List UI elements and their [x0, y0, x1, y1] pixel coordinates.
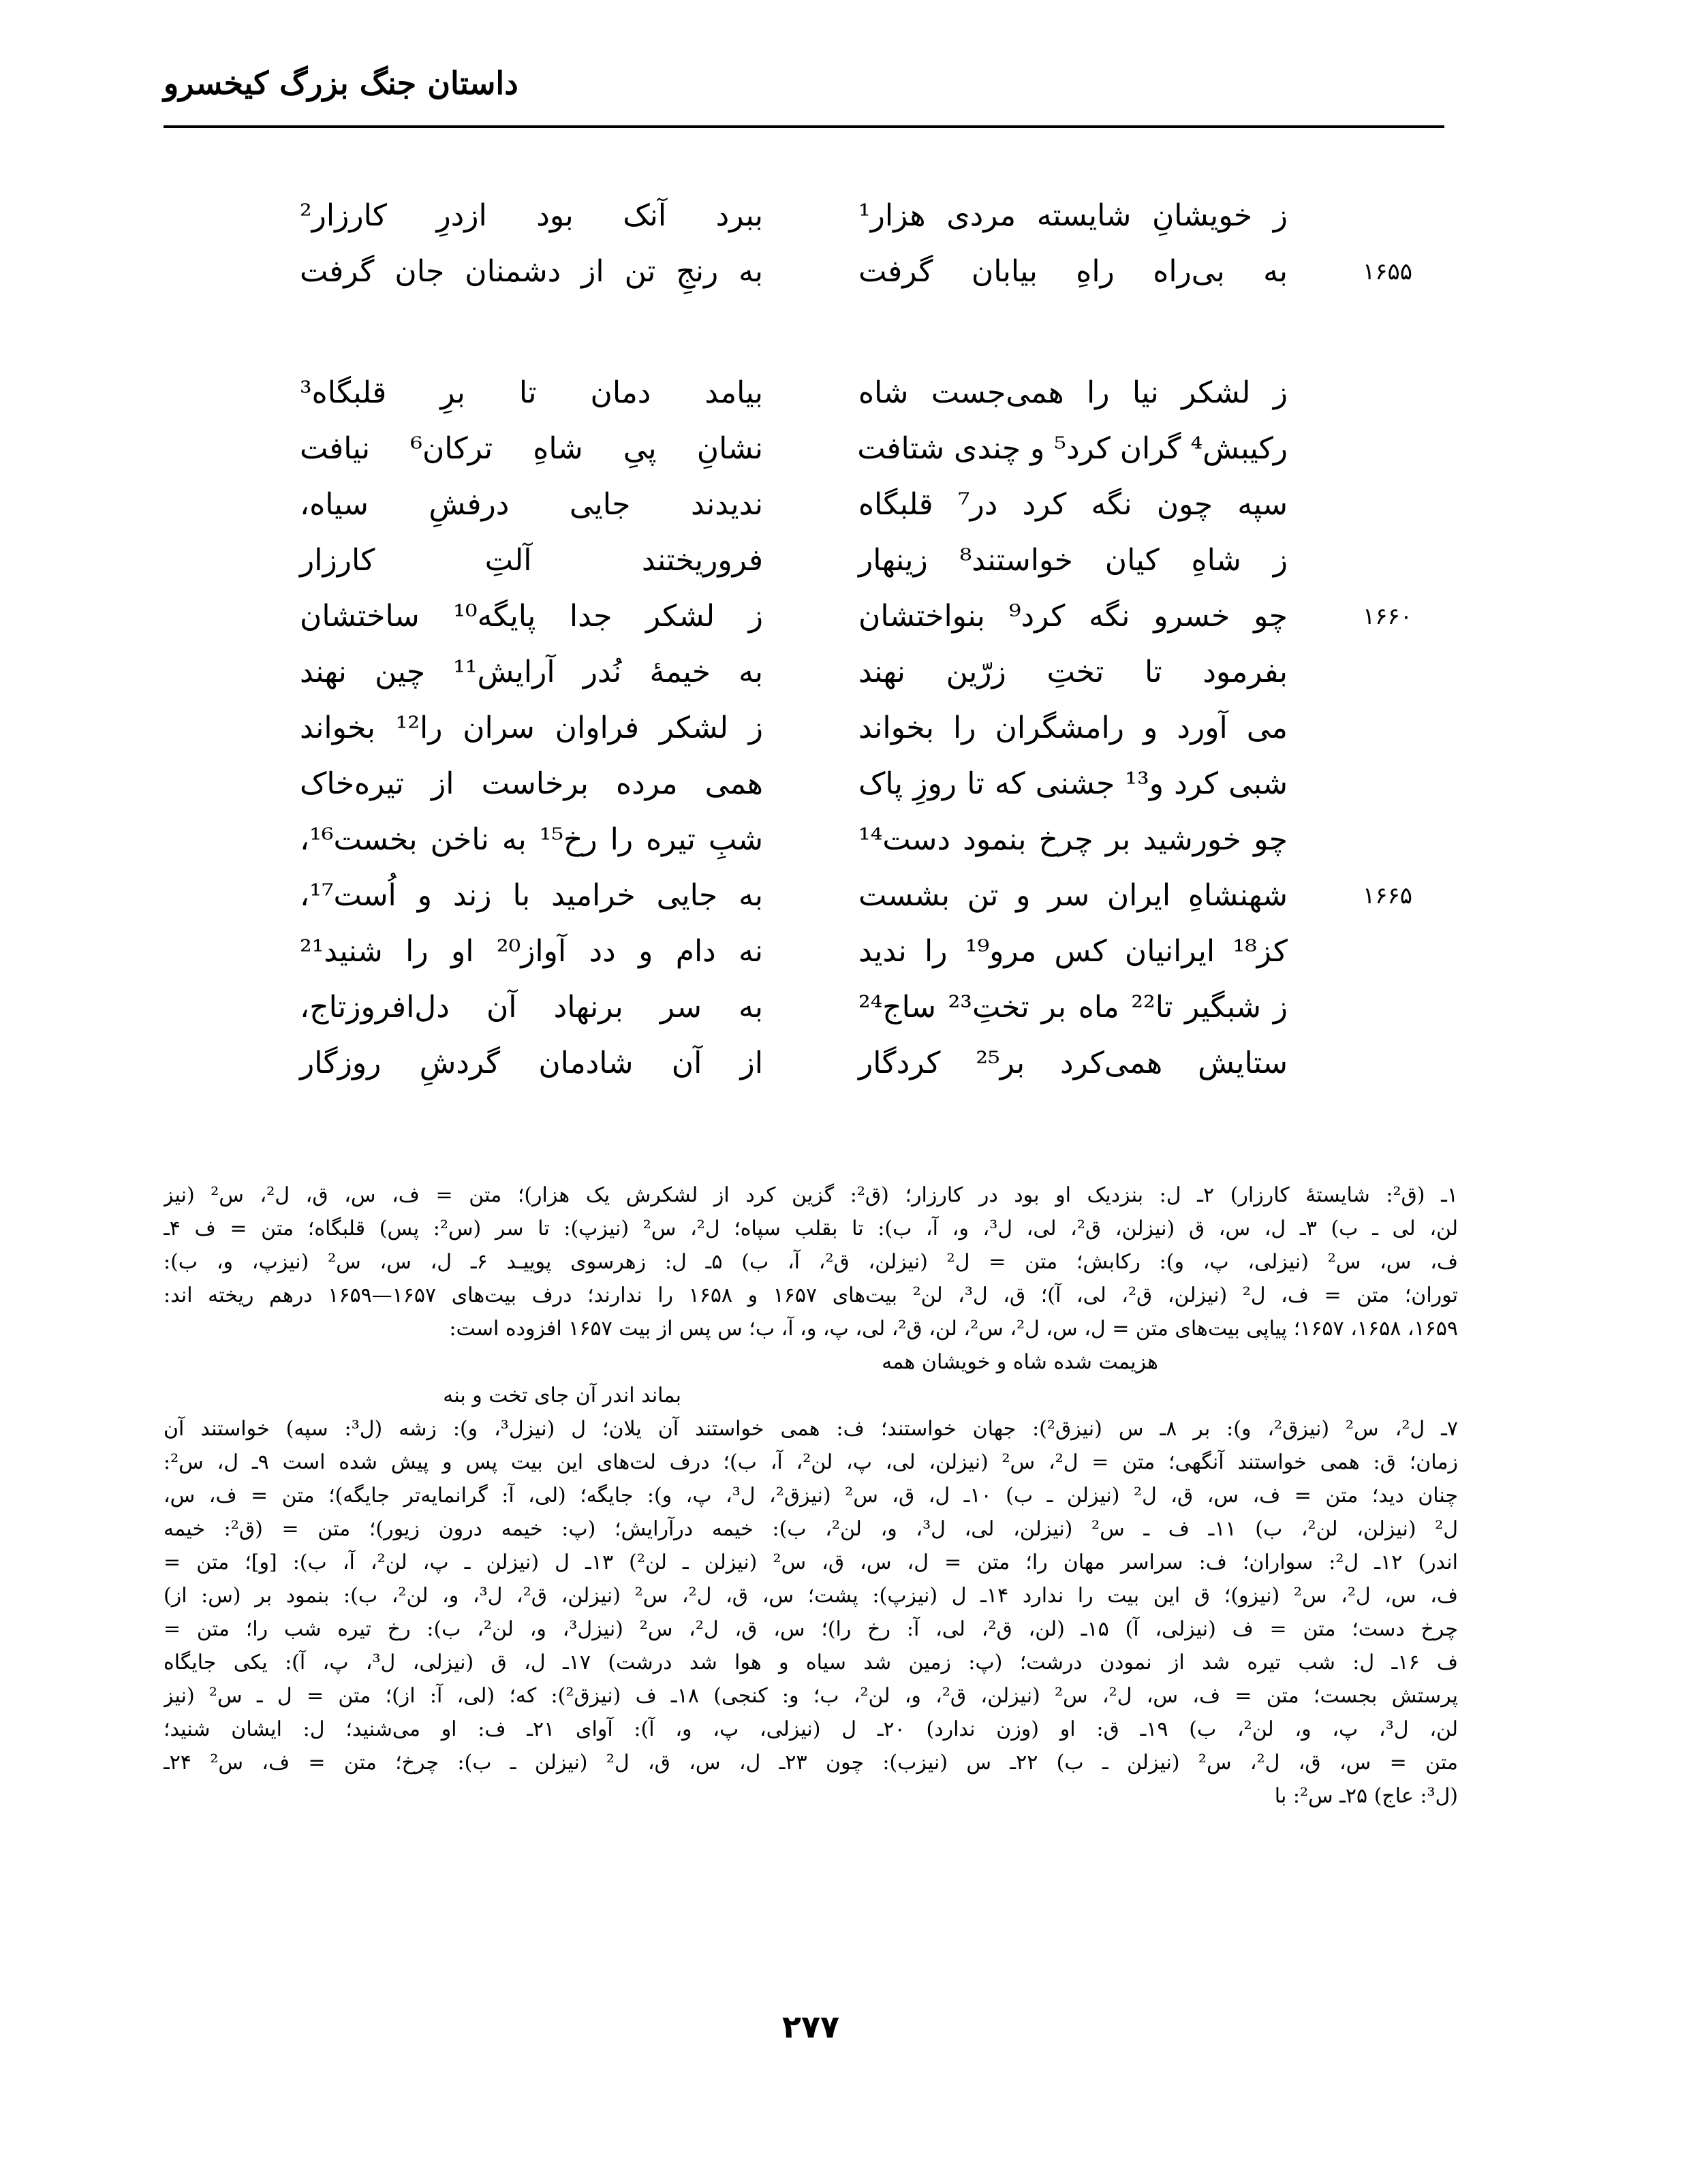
footnote-line: ۱ـ (ق²: شایستهٔ کارزار) ۲ـ ل: بنزدیک او بود در کارزار؛ (ق²: گزین کرد از لشکرش یک هزار)؛ متن = ف، س، ق، ل²، س² (نیز — [164, 1183, 1458, 1207]
footnote-line: ل² (نیزلن، لن²، ب) ۱۱ـ ف ـ س² (نیزلن، لی، ل³، و، لن²، ب): خیمه درآرایش؛ (پ: خیمه درون زیور)؛ متن = (ق²: خیمه — [164, 1517, 1458, 1541]
footnote-inserted-verse-second: بماند اندر آن جای تخت و بنه — [443, 1384, 681, 1407]
footnote-line: لن، لی ـ ب) ۳ـ ل، س، ق (نیزلن، ق²، لی، ل³، و، آ، ب): تا بقلب سپاه؛ ل²، س² (نیزپ): تا سر (س²: پس) قلبگاه؛ متن = ف ۴ـ — [164, 1217, 1458, 1241]
page-number: ۲۷۷ — [781, 2008, 840, 2045]
footnote-line: ف، س، س² (نیزلی، پ، و): رکابش؛ متن = ل² (نیزلن، ق²، آ، ب) ۵ـ ل: زهرسوی پوییـد ۶ـ ل، س، س² (نیزپ، و، ب): — [164, 1250, 1458, 1274]
hemistich-left: فروریختند آلتِ کارزار — [300, 543, 763, 578]
hemistich-left: به سر برنهاد آن دل‌افروزتاج، — [300, 990, 763, 1025]
hemistich-right: بفرمود تا تختِ زرّین نهند — [858, 655, 1288, 689]
hemistich-right: شبی کرد و¹³ جشنی که تا روزِ پاک — [858, 766, 1288, 801]
footnote-line: لن، ل³، پ، و، لن²، ب) ۱۹ـ ق: او (وزن ندارد) ۲۰ـ ل (نیزلی، پ، و، آ): آوای ۲۱ـ ف: او می‌شنید؛ ل: ایشان شنید؛ — [164, 1717, 1458, 1741]
verse-row — [286, 924, 1431, 980]
hemistich-right: ز خویشانِ شایسته مردی هزار¹ — [858, 198, 1288, 233]
verse-row — [286, 477, 1431, 533]
verse-row — [286, 365, 1431, 421]
line-number: ۱۶۶۵ — [1363, 882, 1413, 909]
hemistich-right: ز لشکر نیا را همی‌جست شاه — [858, 375, 1288, 410]
footnote-line: اندر) ۱۲ـ ل²: سواران؛ ف: سراسر مهان را؛ متن = ل، س، ق، س² (نیزلن ـ لن²) ۱۳ـ ل (نیزلن ـ پ، لن²، آ، ب): [و]؛ متن = — [164, 1550, 1458, 1574]
header-rule — [164, 125, 1444, 128]
hemistich-left: به خیمهٔ نُدر آرایش¹¹ چین نهند — [300, 655, 763, 689]
footnote-line: ف، س، ل²، س² (نیزو)؛ ق این بیت را ندارد ۱۴ـ ل (نیزپ): پشت؛ س، ق، ل²، س² (نیزلن، ق²، ل³، و، لن²، ب): بنمود بر (س: از) — [164, 1584, 1458, 1608]
verse-row — [286, 756, 1431, 812]
hemistich-left: ببرد آنک بود ازدرِ کارزار² — [300, 198, 763, 233]
hemistich-right: چو خسرو نگه کرد⁹ بنواختشان — [858, 599, 1288, 634]
verse-row — [286, 589, 1431, 644]
hemistich-left: به رنجِ تن از دشمنان جان گرفت — [300, 254, 763, 289]
hemistich-right: رکیبش⁴ گران کرد⁵ و چندی شتافت — [857, 431, 1288, 466]
verse-row — [286, 188, 1431, 244]
verse-row — [286, 700, 1431, 756]
hemistich-right: ز شاهِ کیان خواستند⁸ زینهار — [858, 543, 1288, 578]
verse-row — [286, 244, 1431, 300]
running-head-title: داستان جنگ بزرگ کیخسرو — [164, 65, 518, 102]
footnote-line: چرخ دست؛ متن = ف (نیزلی، آ) ۱۵ـ (لن، ق²، لی، آ: رخ را)؛ س، ق، ل²، س² (نیزل³، و، لن²، ب): رخ تیره شب را؛ متن = — [164, 1617, 1458, 1641]
footnote-line: متن = س، ق، ل²، س² (نیزلن ـ ب) ۲۲ـ س (نیزب): چون ۲۳ـ ل، س، ق، ل² (نیزلن ـ ب): چرخ؛ متن = ف، س² ۲۴ـ — [164, 1751, 1458, 1775]
hemistich-right: ستایش همی‌کرد بر²⁵ کردگار — [858, 1046, 1288, 1080]
verse-row — [286, 868, 1431, 924]
hemistich-right: به بی‌راه راهِ بیابان گرفت — [858, 254, 1288, 289]
hemistich-right: سپه چون نگه کرد در⁷ قلبگاه — [858, 487, 1288, 522]
footnote-line: ف ۱۶ـ ل: شب تیره شد از نمودن درشت؛ (پ: زمین شد سیاه و هوا شد درشت) ۱۷ـ ل، ق (نیزلی، ل³، پ، آ): یکی جایگاه — [164, 1651, 1458, 1674]
line-number: ۱۶۶۰ — [1363, 603, 1413, 630]
footnotes — [164, 1179, 1458, 1813]
footnote-line: پرستش بجست؛ متن = ف، س، ل²، س² (نیزلن، ق²، و، لن²، ب؛ و: کنجی) ۱۸ـ ف (نیزق²): که؛ (لی، آ: از)؛ متن = ل ـ س² (نیز — [164, 1684, 1458, 1708]
verse-row — [286, 421, 1431, 477]
hemistich-right: چو خورشید بر چرخ بنمود دست¹⁴ — [858, 822, 1288, 857]
hemistich-left: ندیدند جایی درفشِ سیاه، — [300, 487, 763, 522]
hemistich-left: بیامد دمان تا برِ قلبگاه³ — [300, 375, 763, 410]
footnote-line: توران؛ متن = ف، ل² (نیزلن، ق²، لی، آ)؛ ق، ل³، لن² بیت‌های ۱۶۵۷ و ۱۶۵۸ را ندارند؛ درف بیت‌های ۱۶۵۷—۱۶۵۹ درهم ریخته اند: — [164, 1283, 1458, 1307]
hemistich-left: به جایی خرامید با زند و اُست¹⁷، — [300, 878, 763, 913]
footnote-line: ۱۶۵۹، ۱۶۵۸، ۱۶۵۷؛ پیاپی بیت‌های متن = ل، س، ل²، س²، لن، ق²، لی، پ، و، آ، ب؛ س پس از بیت ۱۶۵۷ افزوده است: — [449, 1317, 1458, 1341]
verse-row — [286, 533, 1431, 589]
hemistich-left: همی مرده برخاست از تیره‌خاک — [300, 766, 763, 801]
verse-row — [286, 980, 1431, 1035]
verse-row — [286, 644, 1431, 700]
hemistich-left: ز لشکر جدا پایگه¹⁰ ساختشان — [300, 599, 763, 634]
line-number: ۱۶۵۵ — [1363, 258, 1413, 285]
hemistich-right: کز¹⁸ ایرانیان کس مرو¹⁹ را ندید — [858, 934, 1288, 969]
verse-row — [286, 812, 1431, 868]
footnote-inserted-verse-first: هزیمت شده شاه و خویشان همه — [882, 1350, 1158, 1374]
hemistich-left: نه دام و دد آواز²⁰ او را شنید²¹ — [300, 934, 763, 969]
hemistich-right: شهنشاهِ ایران سر و تن بشست — [858, 878, 1288, 913]
running-head — [164, 63, 1444, 104]
footnote-line: چنان دید؛ متن = ف، س، ق، ل² (نیزلن ـ ب) ۱۰ـ ل، ق، س² (نیزق²، ل³، پ، و): جایگه؛ (لی، آ: گرانمایه‌تر جایگه)؛ متن = ف، س، — [164, 1484, 1458, 1508]
hemistich-left: ز لشکر فراوان سران را¹² بخواند — [300, 711, 764, 745]
hemistich-left: نشانِ پیِ شاهِ ترکان⁶ نیافت — [300, 431, 763, 466]
hemistich-left: شبِ تیره را رخ¹⁵ به ناخن بخست¹⁶، — [300, 822, 763, 857]
hemistich-right: می آورد و رامشگران را بخواند — [858, 711, 1288, 745]
footnote-line: (ل³: عاج) ۲۵ـ س²: با — [1274, 1784, 1458, 1808]
hemistich-left: از آن شادمان گردشِ روزگار — [300, 1046, 763, 1080]
stanza-1 — [286, 188, 1431, 300]
stanza-2 — [286, 365, 1431, 1091]
hemistich-right: ز شبگیر تا²² ماه بر تختِ²³ ساج²⁴ — [858, 990, 1288, 1025]
footnote-line: زمان؛ ق: همی خواستند آنگهی؛ متن = ل²، س² (نیزلن، لی، پ، لن²، آ، ب)؛ درف لت‌های این بیت پس و پیش شده است ۹ـ ل، س²: — [164, 1450, 1458, 1474]
footnote-line: ۷ـ ل²، س² (نیزق²، و): بر ۸ـ س (نیزق²): جهان خواستند؛ ف: همی خواستند آن یلان؛ ل (نیزل³، و): زشه (ل³: سپه) خواستند آن — [164, 1417, 1458, 1441]
verse-row — [286, 1035, 1431, 1091]
